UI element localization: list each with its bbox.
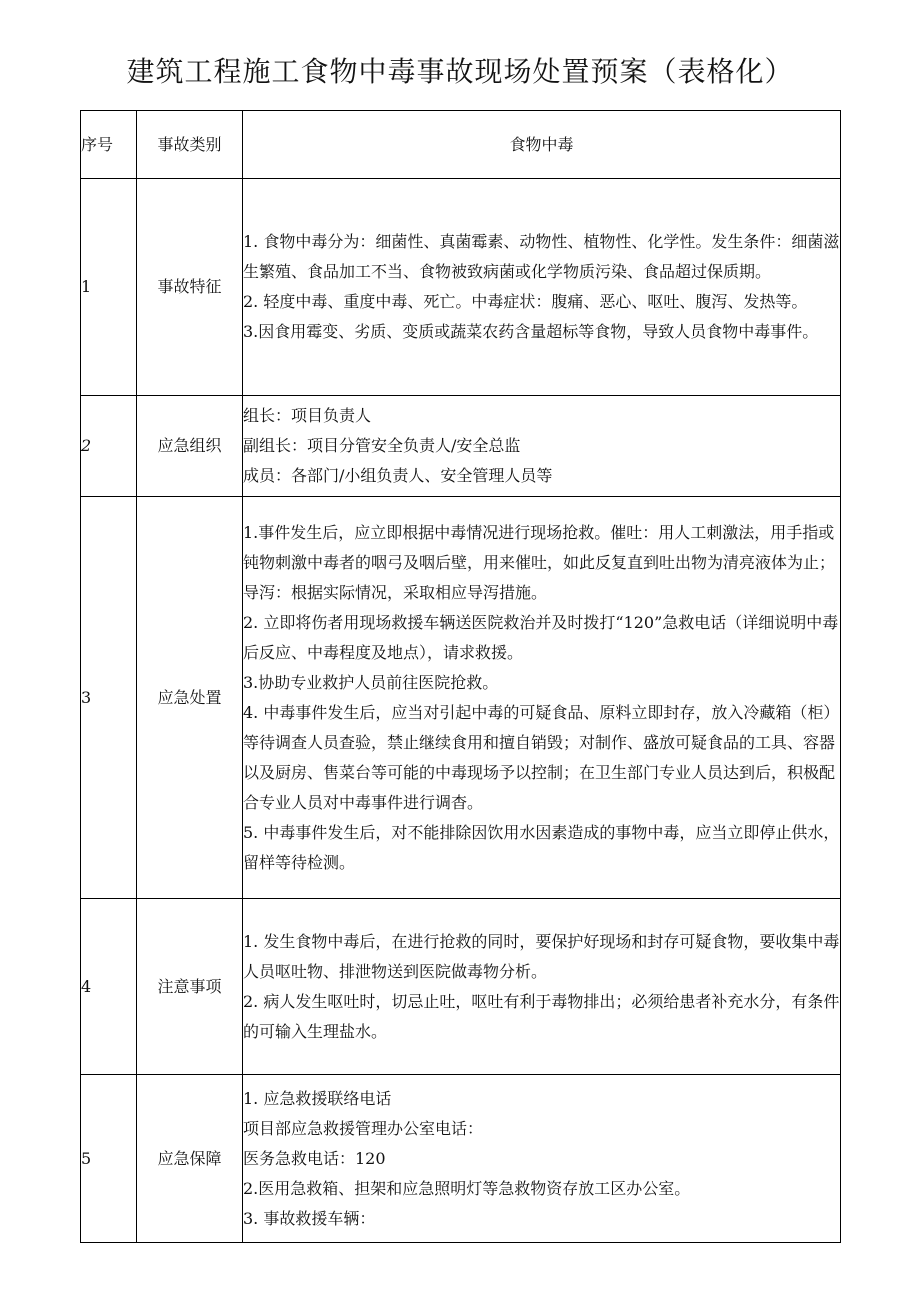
table-header-row [81,111,841,179]
table-row-organization [81,396,841,497]
content-line: 5. 中毒事件发生后，对不能排除因饮用水因素造成的事物中毒，应当立即停止供水，留样等待检测。 [243,822,840,872]
row-type: 应急保障 [137,1075,243,1243]
table-row-support [81,1075,841,1243]
content-line: 2. 立即将伤者用现场救援车辆送医院救治并及时拨打“120”急救电话（详细说明中毒后反应、中毒程度及地点），请求救援。 [243,612,839,662]
row-no: 4 [81,899,137,1075]
content-line: 1. 食物中毒分为：细菌性、真菌霉素、动物性、植物性、化学性。发生条件：细菌滋生繁殖、食品加工不当、食物被致病菌或化学物质污染、食品超过保质期。 [243,232,840,281]
row-content [243,396,841,497]
content-line: 项目部应急救援管理办公室电话： [243,1118,484,1138]
row-no: 2 [81,396,137,497]
content-line: 1. 应急救援联络电话 [243,1088,392,1108]
table-row-response [81,497,841,899]
content-line: 医务急救电话：120 [243,1148,386,1168]
table-row-notes [81,899,841,1075]
content-line: 3. 事故救援车辆： [243,1208,376,1228]
row-type: 事故特征 [137,179,243,396]
content-line: 2. 轻度中毒、重度中毒、死亡。中毒症状：腹痛、恶心、呕吐、腹泻、发热等。 [243,292,808,311]
content-line: 3.协助专业救护人员前往医院抢救。 [243,672,499,692]
row-no: 5 [81,1075,137,1243]
row-type: 注意事项 [137,899,243,1075]
content-line: 2.医用急救箱、担架和应急照明灯等急救物资存放工区办公室。 [243,1178,691,1198]
row-type: 应急组织 [137,396,243,497]
emergency-plan-table [80,110,841,1243]
content-line: 1. 发生食物中毒后，在进行抢救的同时，要保护好现场和封存可疑食物，要收集中毒人员呕吐物、排泄物送到医院做毒物分析。 [243,931,840,981]
header-content: 食物中毒 [243,111,841,179]
row-content [243,899,841,1075]
row-content [243,1075,841,1243]
table-row-feature [81,179,841,396]
header-type: 事故类别 [137,111,243,179]
row-no: 3 [81,497,137,899]
content-line: 1.事件发生后，应立即根据中毒情况进行现场抢救。催吐：用人工刺激法，用手指或钝物刺激中毒者的咽弓及咽后壁，用来催吐，如此反复直到吐出物为清亮液体为止；导泻：根据实际情况，采取相应导泻措施。 [243,522,836,602]
content-line: 4. 中毒事件发生后，应当对引起中毒的可疑食品、原料立即封存，放入冷藏箱（柜）等待调查人员查验，禁止继续食用和擅自销毁；对制作、盛放可疑食品的工具、容器以及厨房、售菜台等可能的中毒现场予以控制；在卫生部门专业人员达到后，积极配合专业人员对中毒事件进行调杳。 [243,702,840,812]
page-title: 建筑工程施工食物中毒事故现场处置预案（表格化） [126,55,794,88]
content-line: 副组长：项目分管安全负责人/安全总监 [243,436,521,455]
row-content [243,179,841,396]
content-line: 2. 病人发生呕吐时，切忌止吐，呕吐有利于毒物排出；必须给患者补充水分，有条件的可输入生理盐水。 [243,991,840,1041]
content-line: 组长：项目负责人 [243,406,372,425]
content-line: 3.因食用霉变、劣质、变质或蔬菜农药含量超标等食物，导致人员食物中毒事件。 [243,322,819,341]
row-no: 1 [81,179,137,396]
header-no: 序号 [81,111,137,179]
content-line: 成员：各部门/小组负责人、安全管理人员等 [243,466,553,485]
row-type: 应急处置 [137,497,243,899]
row-content [243,497,841,899]
